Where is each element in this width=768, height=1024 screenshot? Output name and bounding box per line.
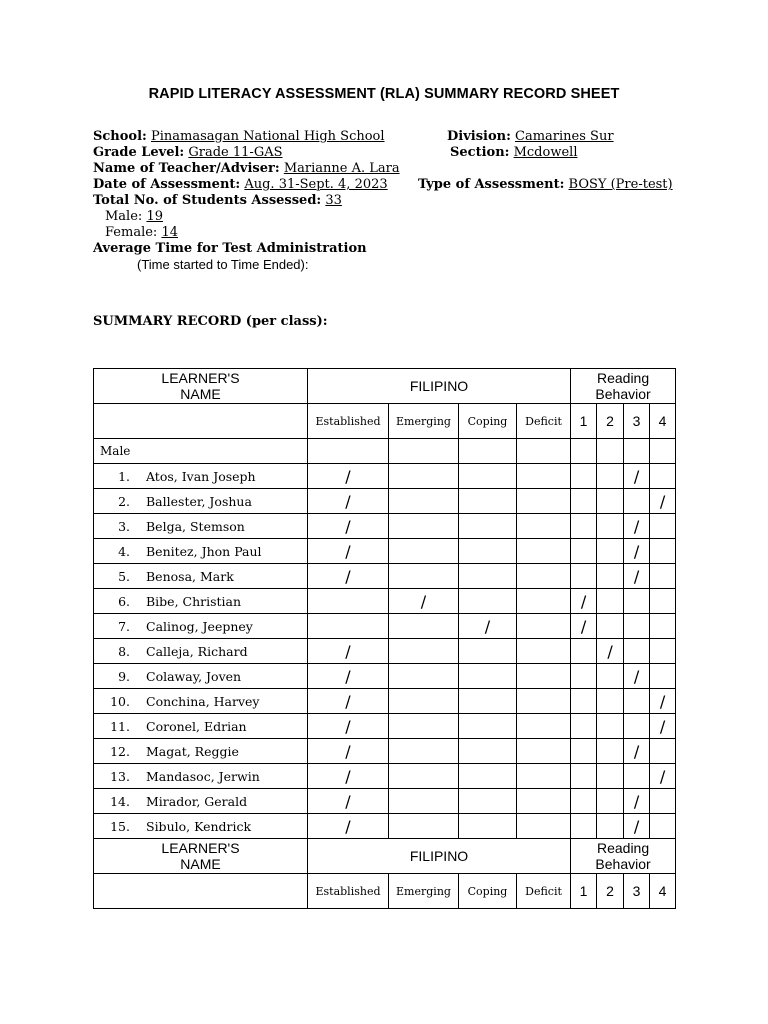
learner-number: 2. xyxy=(118,493,130,509)
blank-cell xyxy=(571,439,597,464)
blank-cell xyxy=(94,404,308,439)
learner-header-line1: LEARNER'S xyxy=(161,840,240,856)
behavior-cell xyxy=(571,639,597,664)
level-header: Established xyxy=(308,404,389,439)
behavior-header: 3 xyxy=(624,874,650,909)
learner-number: 4. xyxy=(118,543,130,559)
learner-number: 9. xyxy=(118,668,130,684)
female-row xyxy=(93,225,400,241)
level-cell xyxy=(308,489,389,514)
behavior-header: 3 xyxy=(624,404,650,439)
behavior-header: 2 xyxy=(597,874,624,909)
learner-cell xyxy=(94,789,308,814)
level-cell xyxy=(308,639,389,664)
check-mark: / xyxy=(345,566,351,586)
behavior-header: 1 xyxy=(571,404,597,439)
avg-time-row xyxy=(93,241,400,257)
header-row-repeat xyxy=(94,839,676,874)
table-row xyxy=(94,814,676,839)
check-mark: / xyxy=(633,516,640,536)
check-mark: / xyxy=(345,816,351,836)
learner-cell xyxy=(94,564,308,589)
table-row xyxy=(94,764,676,789)
learner-cell xyxy=(94,814,308,839)
level-cell xyxy=(459,764,517,789)
level-cell xyxy=(308,814,389,839)
level-cell xyxy=(459,464,517,489)
level-cell xyxy=(389,714,459,739)
check-mark: / xyxy=(345,541,351,561)
reading-behavior-header xyxy=(571,369,676,404)
level-cell xyxy=(389,764,459,789)
behavior-cell xyxy=(624,714,650,739)
level-cell xyxy=(389,589,459,614)
learner-cell xyxy=(94,739,308,764)
reading-header-line1: Reading xyxy=(596,370,650,386)
behavior-cell xyxy=(650,539,676,564)
behavior-cell xyxy=(571,814,597,839)
behavior-cell xyxy=(650,664,676,689)
blank-cell xyxy=(94,874,308,909)
learner-number: 14. xyxy=(110,793,130,809)
behavior-header: 1 xyxy=(571,874,597,909)
learner-name: Conchina, Harvey xyxy=(146,693,260,709)
behavior-cell xyxy=(650,814,676,839)
check-mark: / xyxy=(633,566,640,586)
behavior-cell xyxy=(571,464,597,489)
table-row xyxy=(94,689,676,714)
check-mark: / xyxy=(580,591,587,611)
blank-cell xyxy=(624,439,650,464)
behavior-cell xyxy=(571,664,597,689)
total-row xyxy=(93,193,400,209)
grade-row xyxy=(93,145,578,161)
level-cell xyxy=(389,614,459,639)
behavior-cell xyxy=(650,489,676,514)
learner-name: Calleja, Richard xyxy=(146,643,248,659)
avg-time-sub: (Time started to Time Ended): xyxy=(137,257,309,272)
check-mark: / xyxy=(607,641,613,661)
behavior-cell xyxy=(624,639,650,664)
check-mark: / xyxy=(345,641,351,661)
learner-number: 5. xyxy=(118,568,130,584)
behavior-cell xyxy=(597,664,624,689)
total-value: 33 xyxy=(325,193,342,208)
behavior-cell xyxy=(650,614,676,639)
date-label: Date of Assessment: xyxy=(93,177,241,192)
behavior-cell xyxy=(571,789,597,814)
level-header: Coping xyxy=(459,404,517,439)
learner-number: 7. xyxy=(118,618,130,634)
behavior-cell xyxy=(624,689,650,714)
behavior-cell xyxy=(597,739,624,764)
check-mark: / xyxy=(420,591,427,611)
level-cell xyxy=(517,589,571,614)
level-cell xyxy=(308,739,389,764)
learner-number: 1. xyxy=(118,468,130,484)
behavior-cell xyxy=(597,464,624,489)
level-cell xyxy=(517,514,571,539)
school-value: Pinamasagan National High School xyxy=(150,129,385,144)
check-mark: / xyxy=(633,666,640,686)
female-value: 14 xyxy=(161,225,178,240)
behavior-cell xyxy=(571,739,597,764)
level-cell xyxy=(308,764,389,789)
behavior-cell xyxy=(597,514,624,539)
level-cell xyxy=(459,689,517,714)
behavior-cell xyxy=(597,789,624,814)
table-row xyxy=(94,514,676,539)
level-cell xyxy=(389,814,459,839)
level-cell xyxy=(517,464,571,489)
learner-name: Bibe, Christian xyxy=(146,593,242,609)
level-cell xyxy=(308,664,389,689)
avg-time-label: Average Time for Test Administration xyxy=(93,241,367,256)
learner-number: 12. xyxy=(110,743,130,759)
learner-cell xyxy=(94,764,308,789)
level-cell xyxy=(517,789,571,814)
header-row xyxy=(94,369,676,404)
behavior-cell xyxy=(597,714,624,739)
section-label: Section: xyxy=(450,145,510,160)
group-row-male xyxy=(94,439,676,464)
behavior-cell xyxy=(597,814,624,839)
level-cell xyxy=(459,489,517,514)
table-row xyxy=(94,789,676,814)
level-cell xyxy=(389,489,459,514)
level-cell xyxy=(308,539,389,564)
behavior-cell xyxy=(624,664,650,689)
behavior-cell xyxy=(597,539,624,564)
learner-name: Colaway, Joven xyxy=(146,668,242,684)
level-cell xyxy=(389,689,459,714)
check-mark: / xyxy=(633,466,640,486)
behavior-header: 2 xyxy=(597,404,624,439)
check-mark: / xyxy=(633,816,640,836)
learner-number: 6. xyxy=(118,593,130,609)
check-mark: / xyxy=(484,616,491,636)
blank-cell xyxy=(459,439,517,464)
group-label-male: Male xyxy=(94,439,308,464)
reading-behavior-header xyxy=(571,839,676,874)
male-value: 19 xyxy=(146,209,163,224)
level-cell xyxy=(308,714,389,739)
level-cell xyxy=(389,739,459,764)
learner-cell xyxy=(94,639,308,664)
learner-name-header xyxy=(94,839,308,874)
behavior-cell xyxy=(650,514,676,539)
behavior-cell xyxy=(624,789,650,814)
document-title: RAPID LITERACY ASSESSMENT (RLA) SUMMARY RECORD SHEET xyxy=(148,86,620,102)
division-label: Division: xyxy=(447,129,511,144)
check-mark: / xyxy=(345,716,351,736)
level-cell xyxy=(389,539,459,564)
behavior-cell xyxy=(571,564,597,589)
total-label: Total No. of Students Assessed: xyxy=(93,193,322,208)
behavior-cell xyxy=(597,689,624,714)
check-mark: / xyxy=(345,791,351,811)
behavior-cell xyxy=(597,589,624,614)
behavior-cell xyxy=(650,564,676,589)
level-cell xyxy=(517,689,571,714)
check-mark: / xyxy=(659,691,666,711)
check-mark: / xyxy=(345,666,351,686)
learner-name: Mirador, Gerald xyxy=(146,793,248,809)
behavior-cell xyxy=(597,564,624,589)
learner-number: 10. xyxy=(110,693,130,709)
avg-time-sub-row xyxy=(93,257,400,273)
learner-name: Magat, Reggie xyxy=(146,743,239,759)
behavior-cell xyxy=(597,639,624,664)
behavior-cell xyxy=(650,464,676,489)
behavior-cell xyxy=(624,739,650,764)
blank-cell xyxy=(389,439,459,464)
level-header: Deficit xyxy=(517,404,571,439)
check-mark: / xyxy=(345,741,351,761)
behavior-header: 4 xyxy=(650,404,676,439)
behavior-cell xyxy=(650,639,676,664)
level-cell xyxy=(517,614,571,639)
behavior-cell xyxy=(624,514,650,539)
learner-name: Atos, Ivan Joseph xyxy=(146,468,256,484)
division-value: Camarines Sur xyxy=(515,129,614,144)
level-cell xyxy=(459,564,517,589)
level-cell xyxy=(517,814,571,839)
behavior-cell xyxy=(571,614,597,639)
learner-cell xyxy=(94,689,308,714)
check-mark: / xyxy=(659,491,666,511)
teacher-value: Marianne A. Lara xyxy=(283,161,400,176)
level-cell xyxy=(459,814,517,839)
behavior-cell xyxy=(571,589,597,614)
level-header: Deficit xyxy=(517,874,571,909)
behavior-cell xyxy=(650,589,676,614)
behavior-header: 4 xyxy=(650,874,676,909)
teacher-label: Name of Teacher/Adviser: xyxy=(93,161,280,176)
learner-cell xyxy=(94,514,308,539)
learner-name: Calinog, Jeepney xyxy=(146,618,253,634)
level-cell xyxy=(517,739,571,764)
behavior-cell xyxy=(624,539,650,564)
reading-header-line2: Behavior xyxy=(595,386,651,402)
school-row xyxy=(93,129,614,145)
level-cell xyxy=(308,789,389,814)
level-cell xyxy=(459,714,517,739)
learner-name-header xyxy=(94,369,308,404)
behavior-cell xyxy=(624,589,650,614)
behavior-cell xyxy=(597,764,624,789)
summary-heading: SUMMARY RECORD (per class): xyxy=(93,314,328,329)
level-cell xyxy=(389,564,459,589)
female-label: Female: xyxy=(105,225,158,240)
check-mark: / xyxy=(633,541,640,561)
level-cell xyxy=(389,514,459,539)
check-mark: / xyxy=(633,741,640,761)
table-row xyxy=(94,564,676,589)
learner-cell xyxy=(94,664,308,689)
level-cell xyxy=(308,614,389,639)
learner-cell xyxy=(94,539,308,564)
grade-value: Grade 11-GAS xyxy=(188,145,283,160)
learner-number: 15. xyxy=(110,818,130,834)
blank-cell xyxy=(308,439,389,464)
table-row xyxy=(94,639,676,664)
summary-table xyxy=(93,368,676,909)
blank-cell xyxy=(650,439,676,464)
learner-cell xyxy=(94,714,308,739)
school-label: School: xyxy=(93,129,147,144)
behavior-cell xyxy=(624,814,650,839)
behavior-cell xyxy=(624,564,650,589)
level-cell xyxy=(389,639,459,664)
behavior-cell xyxy=(650,714,676,739)
behavior-cell xyxy=(571,539,597,564)
learner-cell xyxy=(94,464,308,489)
section-field xyxy=(450,145,577,161)
learner-name: Sibulo, Kendrick xyxy=(146,818,252,834)
teacher-row xyxy=(93,161,400,177)
learner-header-line2: NAME xyxy=(180,856,221,872)
behavior-cell xyxy=(571,764,597,789)
filipino-header: FILIPINO xyxy=(308,839,571,874)
subheader-row-repeat xyxy=(94,874,676,909)
check-mark: / xyxy=(345,691,351,711)
check-mark: / xyxy=(345,466,351,486)
level-header: Emerging xyxy=(389,874,459,909)
male-label: Male: xyxy=(105,209,143,224)
learner-name: Mandasoc, Jerwin xyxy=(146,768,260,784)
level-cell xyxy=(459,739,517,764)
level-cell xyxy=(389,664,459,689)
subheader-row xyxy=(94,404,676,439)
learner-cell xyxy=(94,614,308,639)
level-header: Established xyxy=(308,874,389,909)
level-cell xyxy=(517,664,571,689)
learner-name: Benosa, Mark xyxy=(146,568,234,584)
level-cell xyxy=(308,689,389,714)
level-header: Emerging xyxy=(389,404,459,439)
table-row xyxy=(94,489,676,514)
level-cell xyxy=(308,564,389,589)
level-cell xyxy=(308,589,389,614)
level-cell xyxy=(459,614,517,639)
level-cell xyxy=(308,464,389,489)
check-mark: / xyxy=(659,716,666,736)
learner-name: Ballester, Joshua xyxy=(146,493,252,509)
reading-header-line1: Reading xyxy=(596,840,650,856)
table-row xyxy=(94,739,676,764)
level-cell xyxy=(459,539,517,564)
behavior-cell xyxy=(571,714,597,739)
learner-cell xyxy=(94,589,308,614)
filipino-header: FILIPINO xyxy=(308,369,571,404)
learner-number: 11. xyxy=(110,718,130,734)
behavior-cell xyxy=(650,789,676,814)
grade-label: Grade Level: xyxy=(93,145,185,160)
behavior-cell xyxy=(597,614,624,639)
level-cell xyxy=(459,589,517,614)
type-label: Type of Assessment: xyxy=(418,177,565,192)
learner-number: 3. xyxy=(118,518,130,534)
summary-table-body xyxy=(94,369,676,909)
behavior-cell xyxy=(571,489,597,514)
level-cell xyxy=(389,464,459,489)
learner-header-line2: NAME xyxy=(180,386,221,402)
type-field xyxy=(418,177,673,193)
level-cell xyxy=(517,489,571,514)
reading-header-line2: Behavior xyxy=(595,856,651,872)
table-row xyxy=(94,589,676,614)
behavior-cell xyxy=(624,464,650,489)
table-row xyxy=(94,664,676,689)
level-cell xyxy=(517,564,571,589)
level-cell xyxy=(517,639,571,664)
check-mark: / xyxy=(345,766,351,786)
behavior-cell xyxy=(597,489,624,514)
male-row xyxy=(93,209,400,225)
check-mark: / xyxy=(345,491,351,511)
check-mark: / xyxy=(345,516,351,536)
level-cell xyxy=(459,789,517,814)
behavior-cell xyxy=(650,689,676,714)
learner-name: Coronel, Edrian xyxy=(146,718,247,734)
level-cell xyxy=(517,714,571,739)
level-cell xyxy=(389,789,459,814)
table-row xyxy=(94,614,676,639)
level-cell xyxy=(308,514,389,539)
behavior-cell xyxy=(624,489,650,514)
date-value: Aug. 31-Sept. 4, 2023 xyxy=(244,177,388,192)
behavior-cell xyxy=(650,739,676,764)
learner-cell xyxy=(94,489,308,514)
check-mark: / xyxy=(659,766,666,786)
level-cell xyxy=(517,764,571,789)
table-row xyxy=(94,714,676,739)
learner-number: 13. xyxy=(110,768,130,784)
table-row xyxy=(94,464,676,489)
behavior-cell xyxy=(624,764,650,789)
check-mark: / xyxy=(580,616,587,636)
type-value: BOSY (Pre-test) xyxy=(568,177,673,192)
division-field xyxy=(447,129,614,145)
check-mark: / xyxy=(633,791,640,811)
learner-number: 8. xyxy=(118,643,130,659)
blank-cell xyxy=(597,439,624,464)
level-cell xyxy=(459,514,517,539)
section-value: Mcdowell xyxy=(513,145,578,160)
behavior-cell xyxy=(571,514,597,539)
assessment-info xyxy=(93,129,673,273)
level-cell xyxy=(459,664,517,689)
behavior-cell xyxy=(624,614,650,639)
level-header: Coping xyxy=(459,874,517,909)
table-row xyxy=(94,539,676,564)
date-row xyxy=(93,177,673,193)
level-cell xyxy=(459,639,517,664)
blank-cell xyxy=(517,439,571,464)
learner-name: Benitez, Jhon Paul xyxy=(146,543,262,559)
behavior-cell xyxy=(571,689,597,714)
learner-header-line1: LEARNER'S xyxy=(161,370,240,386)
learner-name: Belga, Stemson xyxy=(146,518,245,534)
level-cell xyxy=(517,539,571,564)
behavior-cell xyxy=(650,764,676,789)
